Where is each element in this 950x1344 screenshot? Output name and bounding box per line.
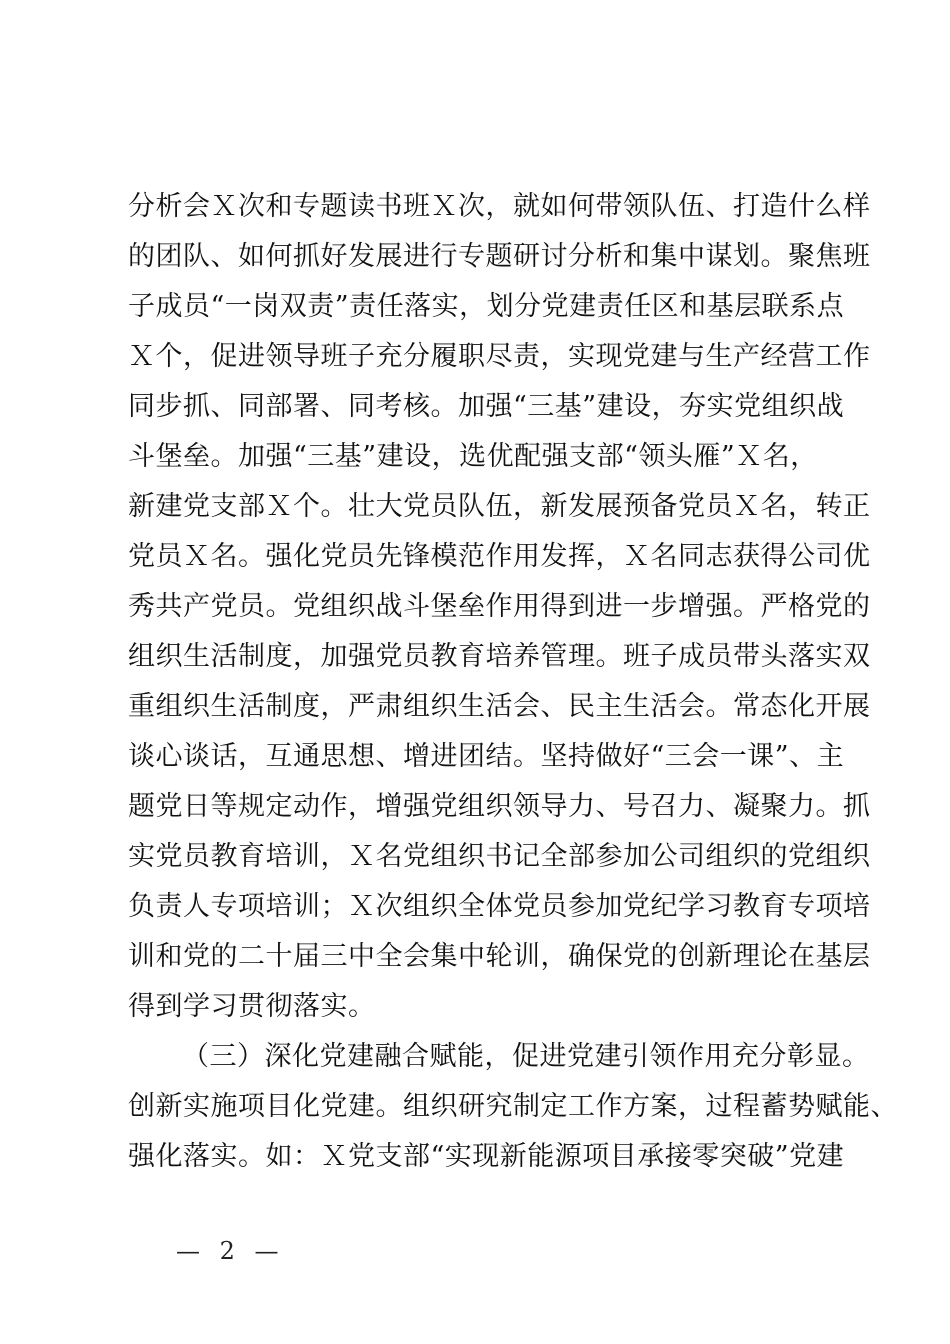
page-number: — 2 — [176,1237,285,1265]
document-body [128,182,898,1182]
paragraph-line: 新建党支部Ｘ个。壮大党员队伍，新发展预备党员Ｘ名，转正 [128,491,871,522]
paragraph-line: 秀共产党员。党组织战斗堡垒作用得到进一步增强。严格党的 [128,591,871,622]
section-heading: （三）深化党建融合赋能，促进党建引领作用充分彰显。 [182,1041,870,1072]
paragraph-line: 重组织生活制度，严肃组织生活会、民主生活会。常态化开展 [128,691,871,722]
paragraph-line: 谈心谈话，互通思想、增进团结。坚持做好“三会一课”、主 [128,741,845,772]
paragraph-line: 分析会Ｘ次和专题读书班Ｘ次，就如何带领队伍、打造什么样 [128,191,871,222]
paragraph-line: 题党日等规定动作，增强党组织领导力、号召力、凝聚力。抓 [128,791,871,822]
paragraph-line: 组织生活制度，加强党员教育培养管理。班子成员带头落实双 [128,641,871,672]
paragraph-line: 子成员“一岗双责”责任落实，划分党建责任区和基层联系点 [128,291,845,322]
paragraph-line: 实党员教育培训，Ｘ名党组织书记全部参加公司组织的党组织 [128,841,871,872]
paragraph-line: 党员Ｘ名。强化党员先锋模范作用发挥，Ｘ名同志获得公司优 [128,541,871,572]
paragraph-line: 负责人专项培训；Ｘ次组织全体党员参加党纪学习教育专项培 [128,891,871,922]
paragraph-line: 强化落实。如：Ｘ党支部“实现新能源项目承接零突破”党建 [128,1141,845,1172]
paragraph-line: 创新实施项目化党建。组织研究制定工作方案，过程蓄势赋能、 [128,1091,898,1122]
paragraph-line: 斗堡垒。加强“三基”建设，选优配强支部“领头雁”Ｘ名， [128,441,818,472]
paragraph-line: Ｘ个，促进领导班子充分履职尽责，实现党建与生产经营工作 [128,341,871,372]
paragraph-line: 训和党的二十届三中全会集中轮训，确保党的创新理论在基层 [128,941,871,972]
paragraph-line: 得到学习贯彻落实。 [128,991,376,1022]
paragraph-line: 同步抓、同部署、同考核。加强“三基”建设，夯实党组织战 [128,391,845,422]
paragraph-line: 的团队、如何抓好发展进行专题研讨分析和集中谋划。聚焦班 [128,241,871,272]
